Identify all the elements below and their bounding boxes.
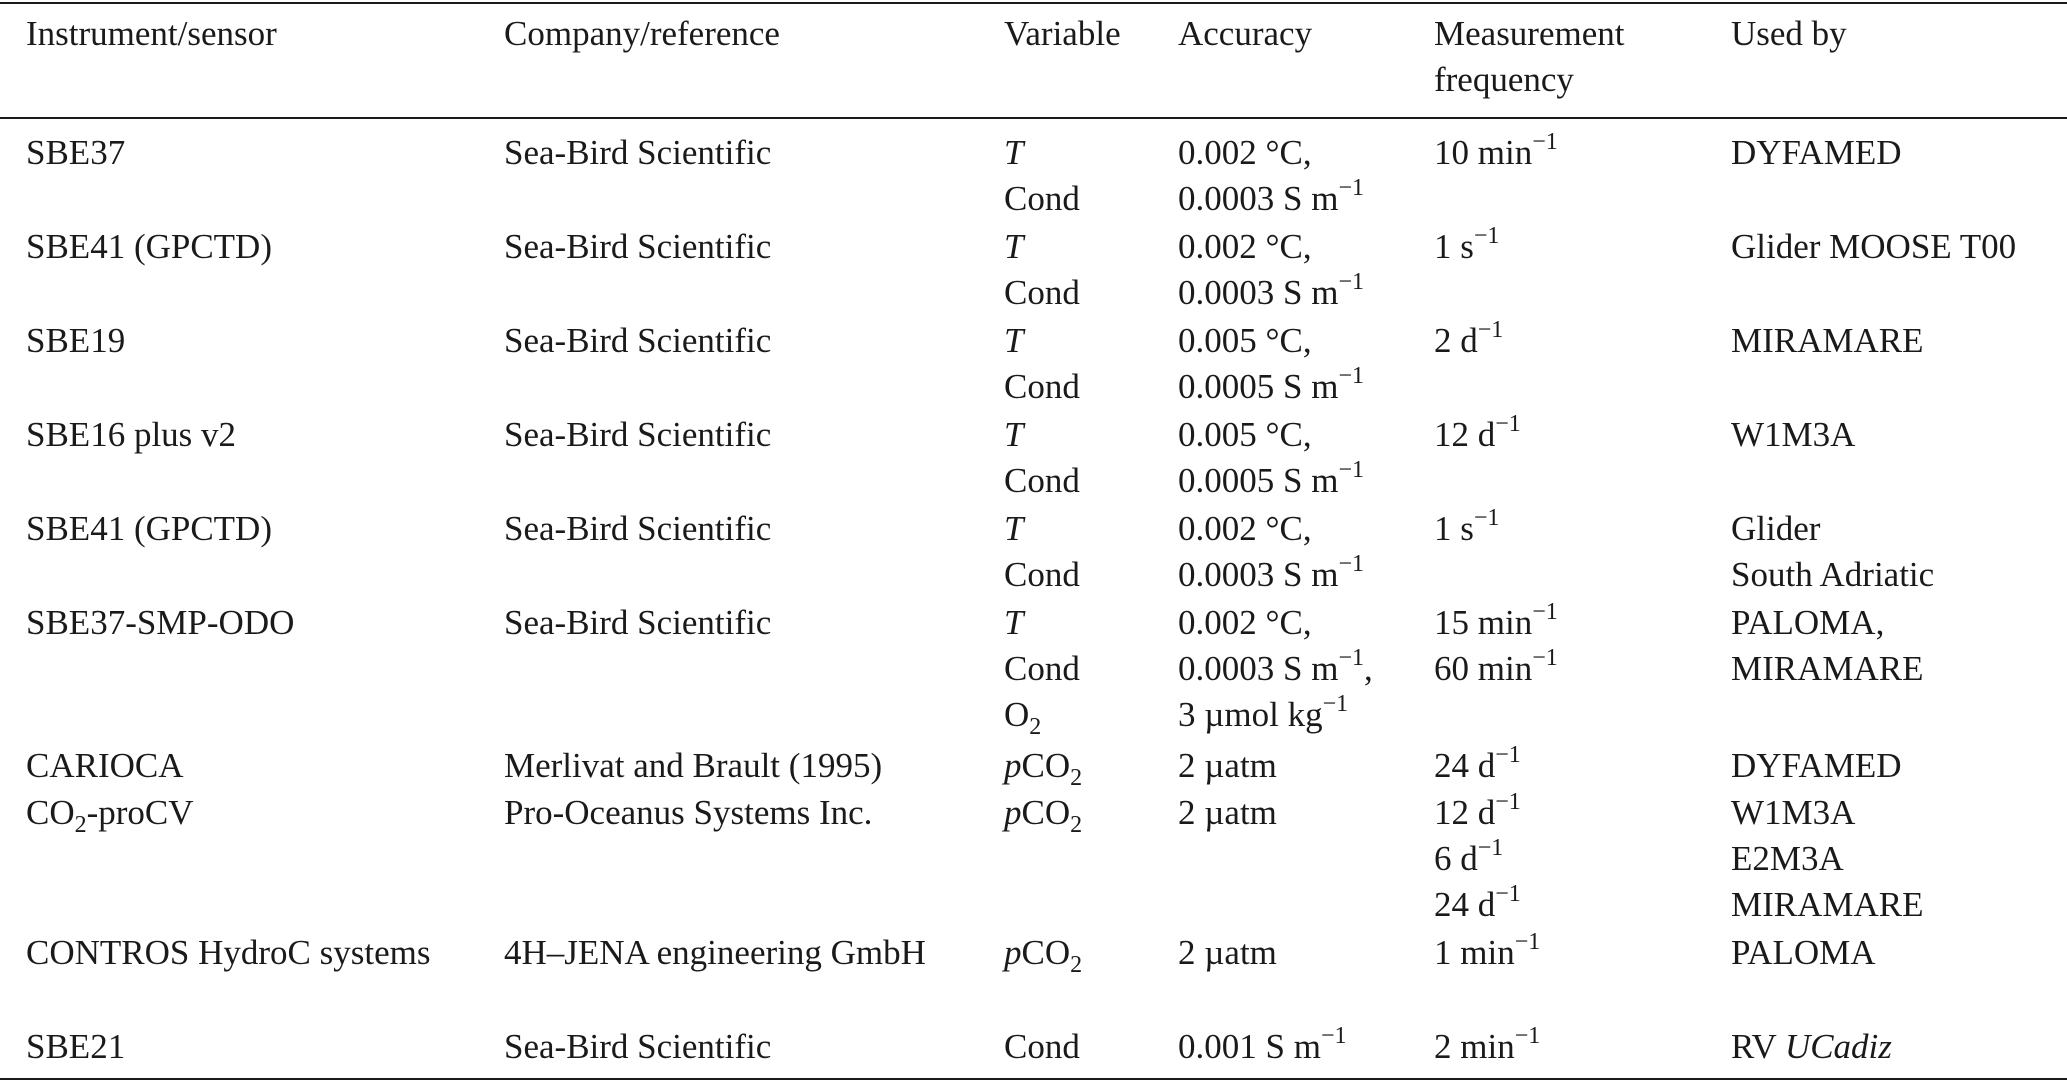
cell-frequency [1434,506,1499,552]
variable-line: pCO$_2$ [1004,746,1083,791]
used-by-line: DYFAMED [1731,746,1902,785]
table-bottom-rule [0,1078,2067,1080]
table-top-rule [0,2,2067,4]
used-by-line: W1M3A [1731,793,1856,832]
variable-line: T [1004,321,1024,360]
used-by-line: E2M3A [1731,839,1844,878]
variable-line: Cond [1004,555,1080,594]
frequency-line: 6 $d^{-1}$ [1434,835,1504,878]
cell-instrument: CARIOCA [26,746,184,785]
accuracy-line: 0.002 °C, [1178,509,1312,548]
cell-variable [1004,743,1082,789]
used-by-line: RV UCadiz [1731,1027,1892,1066]
cell-used-by [1731,224,2016,270]
cell-accuracy [1178,412,1364,504]
cell-instrument: CONTROS HydroC systems [26,933,431,972]
used-by-line: MIRAMARE [1731,885,1924,924]
accuracy-line: 2 µatm [1178,746,1277,785]
used-by-line: PALOMA, [1731,603,1885,642]
variable-line: Cond [1004,461,1080,500]
header-frequency-line1: Measurement [1434,14,1625,53]
cell-company: Sea-Bird Scientific [504,321,772,360]
accuracy-line: 0.0003 S $m^{-1}$ [1178,551,1364,594]
variable-line: T [1004,415,1024,454]
used-by-line: W1M3A [1731,415,1856,454]
cell-frequency [1434,790,1521,928]
cell-variable [1004,412,1080,504]
variable-line: T [1004,603,1024,642]
cell-accuracy [1178,743,1277,789]
cell-company: Sea-Bird Scientific [504,1027,772,1066]
cell-accuracy [1178,506,1364,598]
accuracy-line: 0.001 S $m^{-1}$ [1178,1023,1347,1066]
cell-variable [1004,600,1080,738]
cell-variable [1004,790,1082,836]
header-company: Company/reference [504,14,780,53]
cell-variable [1004,130,1080,222]
variable-line: T [1004,227,1024,266]
cell-frequency [1434,130,1558,176]
header-accuracy: Accuracy [1178,14,1313,53]
accuracy-line: 0.002 °C, [1178,227,1312,266]
header-frequency-line2: frequency [1434,60,1574,99]
cell-frequency [1434,743,1521,789]
variable-line: Cond [1004,273,1080,312]
accuracy-line: 0.0005 S $m^{-1}$ [1178,363,1364,406]
cell-instrument: SBE41 (GPCTD) [26,509,272,548]
cell-company: Merlivat and Brault (1995) [504,746,883,785]
cell-accuracy [1178,1024,1347,1070]
used-by-line: MIRAMARE [1731,649,1924,688]
cell-variable [1004,506,1080,598]
cell-variable [1004,318,1080,410]
accuracy-line: 0.002 °C, [1178,133,1312,172]
cell-instrument: SBE19 [26,321,126,360]
cell-used-by [1731,412,1855,458]
cell-accuracy [1178,930,1277,976]
cell-frequency [1434,318,1503,364]
frequency-line: 1 $\min^{-1}$ [1434,929,1541,972]
variable-line: T [1004,509,1024,548]
cell-company: Pro-Oceanus Systems Inc. [504,793,873,832]
cell-accuracy [1178,790,1277,836]
frequency-line: 10 $\min^{-1}$ [1434,129,1558,172]
used-by-line: MIRAMARE [1731,321,1924,360]
cell-accuracy [1178,130,1364,222]
cell-company: Sea-Bird Scientific [504,133,772,172]
frequency-line: 2 $d^{-1}$ [1434,317,1504,360]
cell-company: Sea-Bird Scientific [504,227,772,266]
used-by-line: Glider MOOSE T00 [1731,227,2017,266]
cell-instrument: $CO_2$-proCV [26,793,194,838]
cell-frequency [1434,930,1540,976]
header-variable: Variable [1004,14,1121,53]
accuracy-line: 0.005 °C, [1178,415,1312,454]
cell-used-by [1731,790,1924,928]
accuracy-line: 2 µatm [1178,933,1277,972]
frequency-line: 2 $\min^{-1}$ [1434,1023,1541,1066]
cell-instrument: SBE21 [26,1027,126,1066]
cell-instrument: SBE16 plus v2 [26,415,237,454]
variable-line: Cond [1004,179,1080,218]
cell-frequency [1434,412,1521,458]
accuracy-line: 0.0003 S $m^{-1}$ [1178,269,1364,312]
frequency-line: 24 $d^{-1}$ [1434,881,1521,924]
accuracy-line: 0.005 °C, [1178,321,1312,360]
table-header-rule [0,117,2067,119]
frequency-line: 24 $d^{-1}$ [1434,742,1521,785]
header-used-by: Used by [1731,14,1847,53]
cell-frequency [1434,1024,1540,1070]
accuracy-line: 3 µmol $kg^{-1}$ [1178,691,1349,734]
frequency-line: 1 $s^{-1}$ [1434,223,1500,266]
cell-used-by [1731,506,1934,598]
cell-company: 4H–JENA engineering GmbH [504,933,926,972]
frequency-line: 12 $d^{-1}$ [1434,411,1521,454]
accuracy-line: 0.002 °C, [1178,603,1312,642]
accuracy-line: 0.0003 S $m^{-1}$ [1178,175,1364,218]
variable-line: T [1004,133,1024,172]
cell-company: Sea-Bird Scientific [504,415,772,454]
variable-line: Cond [1004,367,1080,406]
cell-used-by [1731,1024,1892,1070]
cell-frequency [1434,224,1499,270]
variable-line: Cond [1004,1027,1080,1066]
variable-line: $O_2$ [1004,695,1042,740]
used-by-line: PALOMA [1731,933,1876,972]
cell-company: Sea-Bird Scientific [504,509,772,548]
variable-line: pCO$_2$ [1004,793,1083,838]
frequency-line: 12 $d^{-1}$ [1434,789,1521,832]
header-instrument: Instrument/sensor [26,14,277,53]
cell-instrument: SBE41 (GPCTD) [26,227,272,266]
variable-line: pCO$_2$ [1004,933,1083,978]
accuracy-line: 0.0005 S $m^{-1}$ [1178,457,1364,500]
cell-accuracy [1178,318,1364,410]
cell-used-by [1731,743,1901,789]
accuracy-line: 2 µatm [1178,793,1277,832]
cell-used-by [1731,318,1924,364]
cell-accuracy [1178,600,1373,738]
cell-instrument: SBE37 [26,133,126,172]
cell-variable [1004,930,1082,976]
cell-variable [1004,224,1080,316]
header-frequency [1434,11,1624,103]
used-by-line: Glider [1731,509,1821,548]
used-by-line: DYFAMED [1731,133,1902,172]
cell-used-by [1731,930,1876,976]
cell-used-by [1731,130,1901,176]
cell-used-by [1731,600,1924,692]
accuracy-line: 0.0003 S $m^{-1}$, [1178,645,1373,688]
used-by-line: South Adriatic [1731,555,1935,594]
cell-frequency [1434,600,1558,692]
cell-variable [1004,1024,1080,1070]
frequency-line: 1 $s^{-1}$ [1434,505,1500,548]
variable-line: Cond [1004,649,1080,688]
cell-company: Sea-Bird Scientific [504,603,772,642]
cell-instrument: SBE37-SMP-ODO [26,603,295,642]
frequency-line: 15 $\min^{-1}$ [1434,599,1558,642]
frequency-line: 60 $\min^{-1}$ [1434,645,1558,688]
cell-accuracy [1178,224,1364,316]
